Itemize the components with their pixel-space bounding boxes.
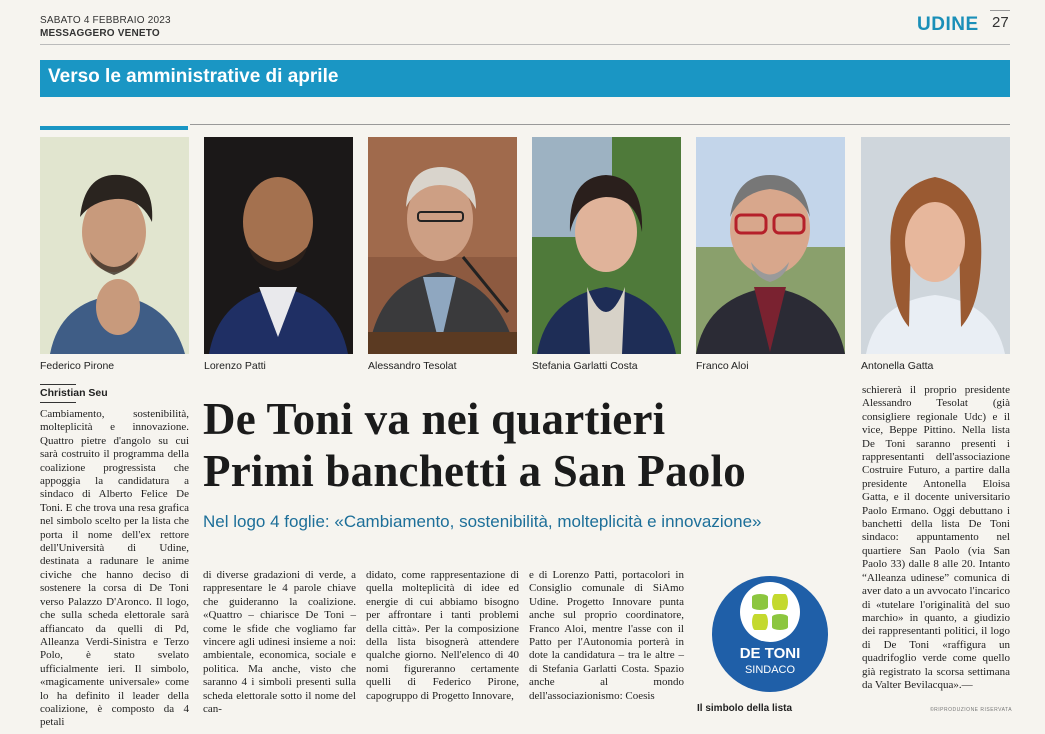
section-title: UDINE xyxy=(917,14,979,35)
list-logo xyxy=(700,572,840,696)
article-text: di diverse gradazioni di verde, a rappresentare le 4 parole chiave che guideranno la coalizione. «Quattro – chiarisce De Toni – come le sfide che vogliamo far vincere agli udinesi insieme a noi: ambientale, economica, sociale e politica. Ma anche, visto che saranno 4 i simboli presenti sulla scheda elettorale sotto il nome del can- xyxy=(203,569,356,716)
portrait-photo xyxy=(696,137,845,354)
portrait-photo xyxy=(204,137,353,354)
logo-text: DE TONI xyxy=(739,645,801,662)
portrait-photo xyxy=(532,137,681,354)
subheadline: Nel logo 4 foglie: «Cambiamento, sostenibilità, molteplicità e innovazione» xyxy=(203,512,762,531)
header-divider xyxy=(40,44,1010,45)
headline-line: De Toni va nei quartieri xyxy=(203,394,666,444)
photo-caption: Federico Pirone xyxy=(40,360,115,372)
newspaper-name: MESSAGGERO VENETO xyxy=(40,28,160,39)
banner-title: Verso le amministrative di aprile xyxy=(48,66,339,87)
section-divider xyxy=(190,124,1010,125)
photo-caption: Alessandro Tesolat xyxy=(368,360,457,372)
logo-subtext: SINDACO xyxy=(744,664,796,676)
logo-caption: Il simbolo della lista xyxy=(697,703,793,714)
page-number-rule xyxy=(990,10,1010,11)
byline: Christian Seu xyxy=(40,387,108,399)
byline-rule xyxy=(40,384,76,385)
headline xyxy=(203,393,746,497)
photo-caption: Franco Aloi xyxy=(696,360,749,372)
copyright-note: ©RIPRODUZIONE RISERVATA xyxy=(930,707,1013,713)
photo-caption: Stefania Garlatti Costa xyxy=(532,360,638,372)
article-column xyxy=(366,569,519,714)
article-column xyxy=(203,569,356,714)
photo-caption: Antonella Gatta xyxy=(861,360,934,372)
topic-banner xyxy=(40,60,1010,97)
article-column xyxy=(40,408,189,729)
article-text: didato, come rappresentazione di quella molteplicità di idee ed energie di cui abbiamo bisogno per affrontare i tanti problemi della città». Per la composizione della lista bisognerà attendere qualche giorno. Nell'elenco di 40 nomi figureranno certamente quelli di Federico Pirone, capogruppo di Progetto Innovare, xyxy=(366,569,519,702)
portrait-photo xyxy=(368,137,517,354)
article-text: schiererà il proprio presidente Alessandro Tesolat (già consigliere regionale Udc) e il vice, Beppe Pittino. Nella lista De Toni saranno presenti i rappresentanti dell'associazione Costruire Futuro, a partire dalla presidente Antonella Eloisa Gatta, e il docente universitario Paolo Ermano. Oggi debuttano i banchetti della lista De Toni sindaco: appuntamento nel quartiere San Paolo (via San Paolo 33) dalle 8 alle 20. Intanto “Alleanza udinese” comunica di aver dato a un avvocato l'incarico di «tutelare l'originalità del suo marchio» in quanto, a giudizio dei rappresentanti politici, il logo di De Toni «raffigura un quadrifoglio verde come quello già registrato la scorsa settimana da Valter Bevilacqua».— xyxy=(862,384,1010,691)
masthead xyxy=(40,14,171,40)
article-column xyxy=(529,569,684,714)
photo-caption: Lorenzo Patti xyxy=(204,360,266,372)
page-number: 27 xyxy=(992,14,1009,31)
accent-rule xyxy=(40,126,188,130)
portrait-photo xyxy=(40,137,189,354)
issue-date: SABATO 4 FEBBRAIO 2023 xyxy=(40,15,171,26)
article-text: Cambiamento, sostenibilità, molteplicità e innovazione. Quattro pietre d'angolo su cui sarà costruito il programma della coalizione progressista che appoggia la candidatura a sindaco di Alberto Felice De Toni. E che trova una resa grafica nel simbolo scelto per la lista che porta il nome dell'ex rettore dell'Università di Udine, destinata a radunare le anime civiche che hanno deciso di sostenere la corsa di De Toni verso Palazzo D'Aronco. Il logo, che sulla scheda elettorale sarà affiancato da quelli di Pd, Alleanza Verdi-Sinistra e Terzo Polo, è stato svelato ufficialmente ieri. Il simbolo, «magicamente universale» come lo ha definito il leader della coalizione, è composto da 4 petali xyxy=(40,408,189,729)
article-text: e di Lorenzo Patti, portacolori in Consiglio comunale di SiAmo Udine. Progetto Innovare punta anche sul proprio coordinatore, Franco Aloi, mentre l'asse con il Patto per l'Autonomia porterà in dote la candidatura – tra le altre – di Stefania Garlatti Costa. Spazio anche al mondo dell'associazionismo: Coesis xyxy=(529,569,684,702)
byline-rule xyxy=(40,402,76,403)
portrait-photo xyxy=(861,137,1010,354)
article-column xyxy=(862,384,1010,702)
headline-line: Primi banchetti a San Paolo xyxy=(203,446,746,496)
